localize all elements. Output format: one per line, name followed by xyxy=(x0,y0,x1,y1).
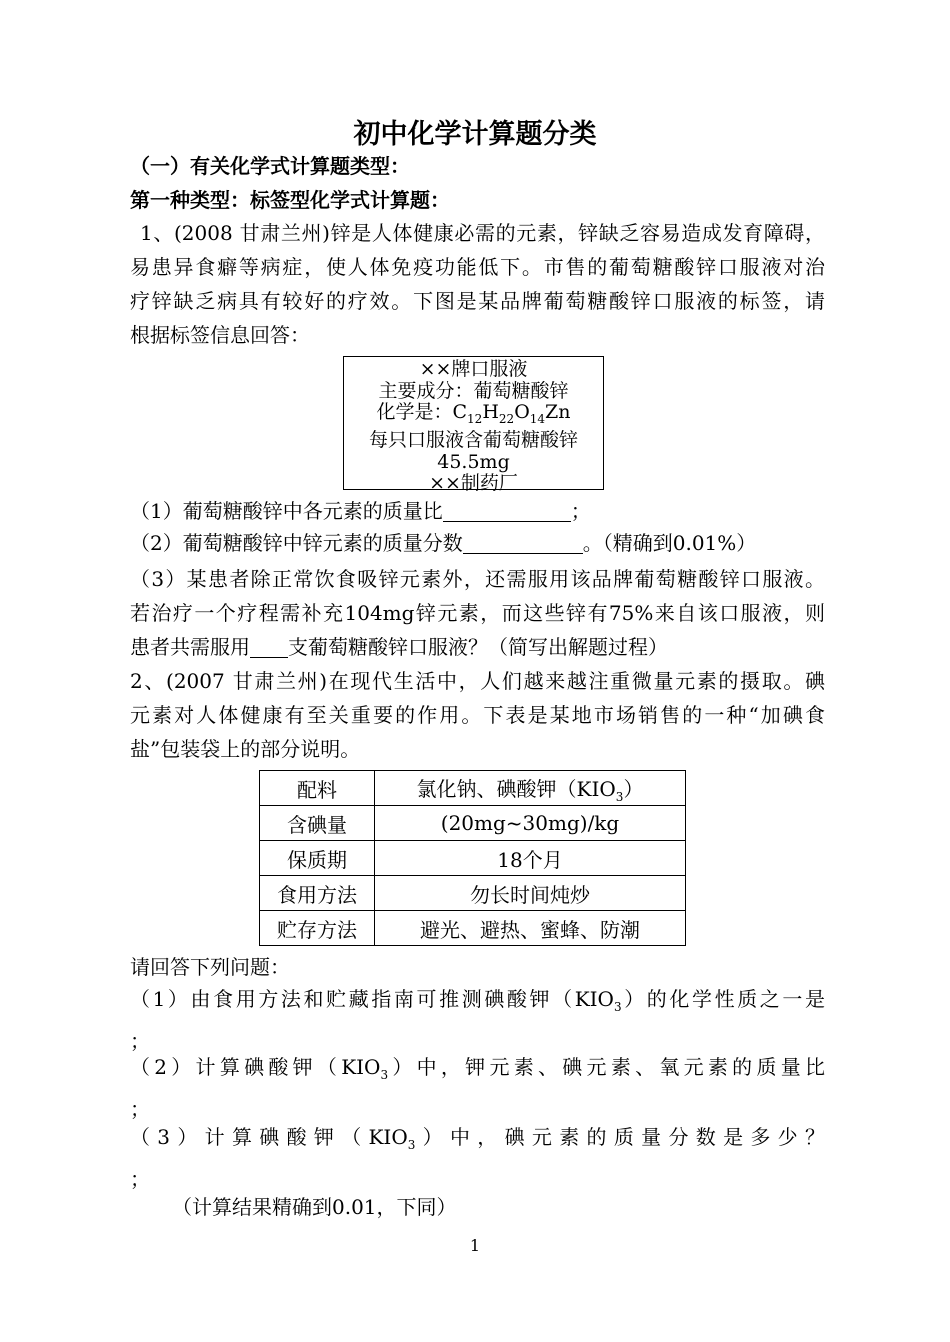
semicolon: ； xyxy=(130,1097,150,1121)
page-title: 初中化学计算题分类 xyxy=(353,119,597,150)
table-key: 食用方法 xyxy=(260,876,375,911)
table-value: 18个月 xyxy=(375,841,686,876)
q1-intro-line: 1、(2008 甘肃兰州)锌是人体健康必需的元素，锌缺乏容易造成发育障碍， xyxy=(140,221,825,245)
q1-sub2: （2）葡萄糖酸锌中锌元素的质量分数 。（精确到0.01%） xyxy=(130,531,757,555)
section-heading: （一）有关化学式计算题类型： xyxy=(130,154,410,178)
q1-intro-line: 疗锌缺乏病具有较好的疗效。下图是某品牌葡萄糖酸锌口服液的标签，请 xyxy=(130,289,825,313)
table-key: 含碘量 xyxy=(260,806,375,841)
answer-blank[interactable] xyxy=(250,635,288,658)
q2-sub1: （1）由食用方法和贮藏指南可推测碘酸钾$(KIO_3)$的化学性质之一是 ； xyxy=(130,982,825,1058)
label-formula: 化学是：$C_{12}H_{22}O_{14}Zn$ xyxy=(376,401,571,426)
q1-intro-line: 根据标签信息回答： xyxy=(130,323,310,347)
table-value: 氯化钠、碘酸钾$(KIO_3)$ xyxy=(375,771,686,806)
q2-intro-line: 元素对人体健康有至关重要的作用。下表是某地市场销售的一种“加碘食 xyxy=(130,703,825,727)
q2-intro-line: 2、(2007 甘肃兰州)在现代生活中，人们越来越注重微量元素的摄取。碘 xyxy=(130,669,825,693)
table-value: 避光、避热、蜜蜂、防潮 xyxy=(375,911,686,946)
product-label-box xyxy=(343,356,604,495)
type-heading: 第一种类型：标签型化学式计算题： xyxy=(130,188,450,212)
q2-ask: 请回答下列问题： xyxy=(130,955,290,979)
q1-sub3-line: 若治疗一个疗程需补充104mg锌元素，而这些锌有75%来自该口服液，则 xyxy=(130,601,825,625)
table-key: 保质期 xyxy=(260,841,375,876)
table-key: 配料 xyxy=(260,771,375,806)
q2-sub2: （2）计算碘酸钾$(KIO_3)$中，钾元素、碘元素、氧元素的质量比 ； xyxy=(130,1050,825,1126)
table-value: 勿长时间炖炒 xyxy=(375,876,686,911)
q2-intro xyxy=(130,664,825,766)
table-row xyxy=(260,771,686,806)
q1-sub1: （1）葡萄糖酸锌中各元素的质量比 ； xyxy=(130,499,591,523)
semicolon: ； xyxy=(130,1167,150,1191)
page-number: 1 xyxy=(469,1236,481,1255)
label-line: 主要成分：葡萄糖酸锌 xyxy=(378,379,569,402)
answer-blank[interactable] xyxy=(463,531,583,554)
q2-note: （计算结果精确到0.01，下同） xyxy=(172,1195,457,1219)
q1-sub3-line: 患者共需服用 支葡萄糖酸锌口服液？（简写出解题过程） xyxy=(130,635,668,659)
table-row xyxy=(260,911,686,946)
q2-intro-line: 盐”包装袋上的部分说明。 xyxy=(130,737,361,761)
q1-intro-line: 易患异食癖等病症，使人体免疫功能低下。市售的葡萄糖酸锌口服液对治 xyxy=(130,255,825,279)
table-row xyxy=(260,841,686,876)
q1-intro xyxy=(130,216,825,352)
label-line: ××制药厂 xyxy=(429,472,518,495)
table-row xyxy=(260,806,686,841)
q2-sub3: （3）计算碘酸钾$(KIO_3)$中，碘元素的质量分数是多少？ ； xyxy=(130,1120,825,1196)
label-line: 每只口服液含葡萄糖酸锌 xyxy=(368,429,578,452)
table-row xyxy=(260,876,686,911)
q1-sub3-line: （3）某患者除正常饮食吸锌元素外，还需服用该品牌葡萄糖酸锌口服液。 xyxy=(130,567,825,591)
label-line: ××牌口服液 xyxy=(419,358,528,380)
semicolon: ； xyxy=(130,1029,150,1053)
salt-info-table xyxy=(259,770,686,946)
label-line: 45.5mg xyxy=(437,450,510,473)
q1-sub3 xyxy=(130,562,825,664)
table-key: 贮存方法 xyxy=(260,911,375,946)
answer-blank[interactable] xyxy=(443,499,571,522)
table-value: (20mg~30mg)/kg xyxy=(375,806,686,841)
